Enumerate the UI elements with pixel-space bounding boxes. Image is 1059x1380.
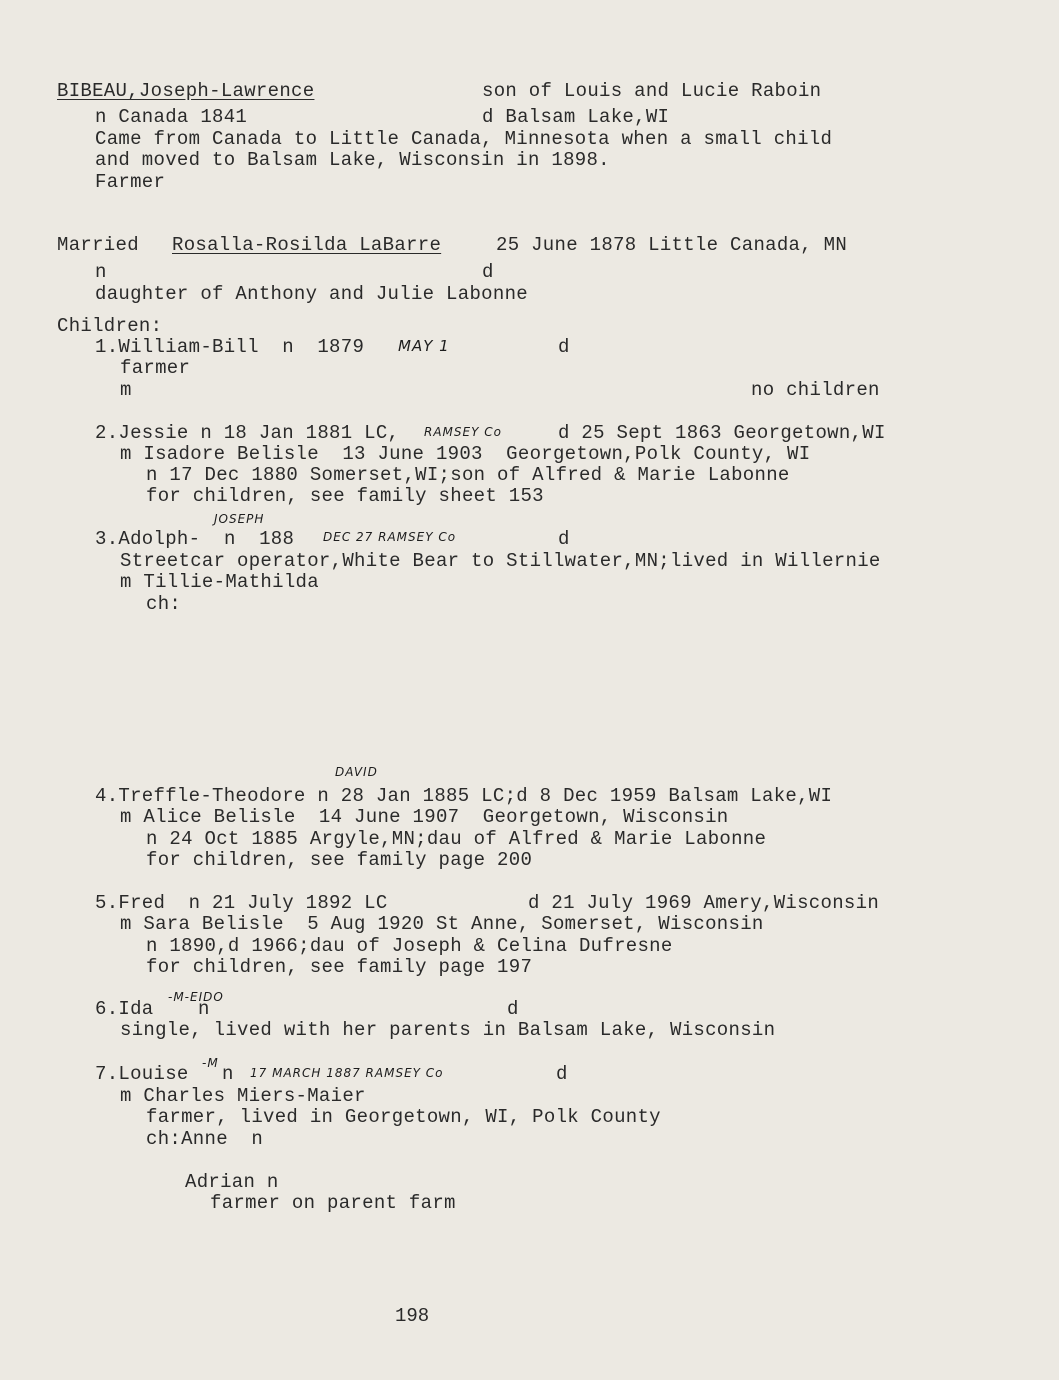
child-4-line-1: 4.Treffle-Theodore n 28 Jan 1885 LC;d 8 Dec 1959 Balsam Lake,WI bbox=[95, 785, 833, 807]
page-number: 198 bbox=[395, 1305, 430, 1327]
child-2-line-4: for children, see family sheet 153 bbox=[146, 485, 544, 507]
child-2-death: d 25 Sept 1863 Georgetown,WI bbox=[558, 422, 886, 444]
child-3-name: 3.Adolph- bbox=[95, 528, 201, 550]
child-3-handwritten-name: JOSEPH bbox=[214, 512, 265, 526]
child-6-line-2: single, lived with her parents in Balsam Lake, Wisconsin bbox=[120, 1019, 776, 1041]
child-2-line-1: 2.Jessie n 18 Jan 1881 LC, bbox=[95, 422, 400, 444]
spouse-birth: n bbox=[95, 261, 107, 283]
child-1-handwritten-date: MAY 1 bbox=[398, 337, 450, 355]
child-4-line-4: for children, see family page 200 bbox=[146, 849, 533, 871]
child-7-handwritten-name: -M bbox=[202, 1056, 219, 1070]
child-7-line-4: ch:Anne n bbox=[146, 1128, 264, 1150]
child-1-line-1: 1.William-Bill n 1879 bbox=[95, 336, 365, 358]
child-6-birth: n bbox=[198, 998, 210, 1020]
child-4-line-3: n 24 Oct 1885 Argyle,MN;dau of Alfred & Marie Labonne bbox=[146, 828, 767, 850]
child-5-line-1: 5.Fred n 21 July 1892 LC d 21 July 1969 Amery,Wisconsin bbox=[95, 892, 880, 914]
child-3-line-4: ch: bbox=[146, 593, 182, 615]
child-3-death: d bbox=[558, 528, 570, 550]
child-1-married: m bbox=[120, 379, 132, 401]
child-5-line-2: m Sara Belisle 5 Aug 1920 St Anne, Somerset, Wisconsin bbox=[120, 913, 764, 935]
marriage-details: 25 June 1878 Little Canada, MN bbox=[496, 234, 848, 256]
child-4-handwritten-name: DAVID bbox=[335, 765, 378, 779]
child-7-death: d bbox=[556, 1063, 568, 1085]
child-2-line-2: m Isadore Belisle 13 June 1903 Georgetown,Polk County, WI bbox=[120, 443, 811, 465]
child-3-birth: n 188 bbox=[224, 528, 295, 550]
child-1-note: no children bbox=[751, 379, 880, 401]
spouse-parents: daughter of Anthony and Julie Labonne bbox=[95, 283, 528, 305]
bio-line-1: Came from Canada to Little Canada, Minnesota when a small child bbox=[95, 128, 833, 150]
child-6-name: 6.Ida bbox=[95, 998, 154, 1020]
child-6-handwritten-name: -M-EIDO bbox=[168, 990, 224, 1004]
child-3-handwritten-date: DEC 27 RAMSEY Co bbox=[323, 530, 457, 544]
child-7-line-2: m Charles Miers-Maier bbox=[120, 1085, 366, 1107]
bio-line-2: and moved to Balsam Lake, Wisconsin in 1898. bbox=[95, 149, 610, 171]
child-7-line-5: Adrian n bbox=[185, 1171, 279, 1193]
subject-parents: son of Louis and Lucie Raboin bbox=[482, 80, 822, 102]
child-1-occupation: farmer bbox=[120, 357, 191, 379]
child-4-line-2: m Alice Belisle 14 June 1907 Georgetown, Wisconsin bbox=[120, 806, 729, 828]
child-2-handwritten-county: RAMSEY Co bbox=[424, 425, 502, 439]
child-7-birth: n bbox=[222, 1063, 234, 1085]
subject-death: d Balsam Lake,WI bbox=[482, 106, 670, 128]
child-6-death: d bbox=[507, 998, 519, 1020]
child-1-death: d bbox=[558, 336, 570, 358]
child-3-line-3: m Tillie-Mathilda bbox=[120, 571, 319, 593]
child-5-line-3: n 1890,d 1966;dau of Joseph & Celina Dufresne bbox=[146, 935, 673, 957]
child-7-line-3: farmer, lived in Georgetown, WI, Polk County bbox=[146, 1106, 661, 1128]
spouse-name: Rosalla-Rosilda LaBarre bbox=[172, 234, 442, 256]
subject-name: BIBEAU,Joseph-Lawrence bbox=[57, 80, 315, 102]
spouse-death: d bbox=[482, 261, 494, 283]
child-3-line-2: Streetcar operator,White Bear to Stillwater,MN;lived in Willernie bbox=[120, 550, 881, 572]
child-7-line-6: farmer on parent farm bbox=[210, 1192, 456, 1214]
child-7-name: 7.Louise bbox=[95, 1063, 189, 1085]
child-7-handwritten-date: 17 MARCH 1887 RAMSEY Co bbox=[250, 1066, 444, 1080]
child-5-line-4: for children, see family page 197 bbox=[146, 956, 533, 978]
married-label: Married bbox=[57, 234, 139, 256]
child-2-line-3: n 17 Dec 1880 Somerset,WI;son of Alfred & Marie Labonne bbox=[146, 464, 790, 486]
subject-birth: n Canada 1841 bbox=[95, 106, 248, 128]
occupation: Farmer bbox=[95, 171, 166, 193]
children-heading: Children: bbox=[57, 315, 163, 337]
